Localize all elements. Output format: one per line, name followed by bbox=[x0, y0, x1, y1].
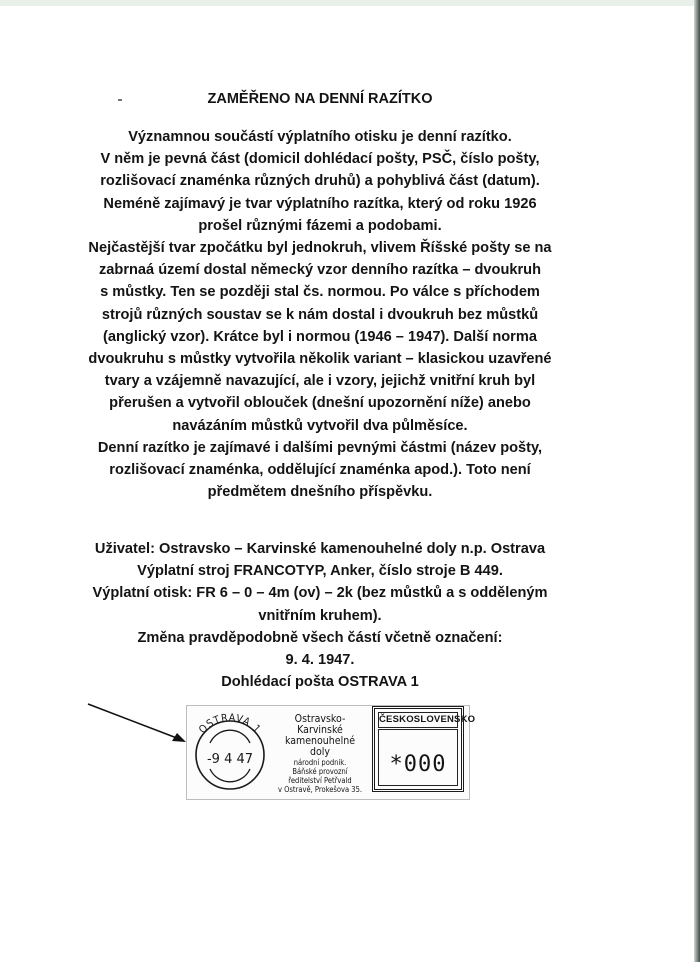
info-line: Dohlédací pošta OSTRAVA 1 bbox=[221, 674, 419, 691]
text-line: V něm je pevná část (domicil dohlédací pošty, PSČ, číslo pošty, bbox=[100, 151, 540, 168]
text-line: Nejčastější tvar zpočátku byl jednokruh, vlivem Říšské pošty se na bbox=[88, 240, 552, 257]
slogan-block bbox=[275, 714, 365, 794]
slogan-line: Ostravsko-Karvinské bbox=[294, 713, 346, 736]
text-line: tvary a vzájemně navazující, ale i vzory, jejichž vnitřní kruh byl bbox=[104, 373, 536, 390]
slogan-line: národní podnik. bbox=[293, 758, 347, 767]
scan-top-edge bbox=[0, 0, 700, 6]
info-line: Výplatní stroj FRANCOTYP, Anker, číslo stroje B 449. bbox=[137, 563, 503, 580]
info-line: Uživatel: Ostravsko – Karvinské kamenouhelné doly n.p. Ostrava bbox=[94, 541, 546, 557]
slogan-line: kamenouhelné doly bbox=[284, 735, 356, 758]
text-line: Neméně zajímavý je tvar výplatního razítka, který od roku 1926 bbox=[103, 195, 537, 212]
pointer-arrow-icon bbox=[86, 700, 196, 750]
info-line: vnitřním kruhem). bbox=[258, 607, 382, 624]
frank-value: *000 bbox=[389, 752, 447, 777]
frank-country: ČESKOSLOVENSKO bbox=[378, 712, 458, 728]
text-line: předmětem dnešního příspěvku. bbox=[207, 484, 433, 501]
info-line: Změna pravděpodobně všech částí včetně označení: bbox=[137, 629, 503, 646]
text-line: rozlišovací znaménka, oddělující znaménka apod.). Toto není bbox=[109, 462, 531, 479]
value-stamp bbox=[372, 706, 476, 792]
info-line: Výplatní otisk: FR 6 – 0 – 4m (ov) – 2k (bez můstků a s odděleným bbox=[92, 585, 548, 602]
frank-value-frame bbox=[378, 729, 458, 786]
text-line: prošel různými fázemi a podobami. bbox=[198, 217, 442, 234]
text-line: přerušen a vytvořil oblouček (dnešní upozornění níže) anebo bbox=[109, 395, 531, 412]
text-line: dvoukruhu s můstky vytvořila několik variant – klasickou uzavřené bbox=[88, 351, 552, 368]
text-line: Denní razítko je zajímavé i dalšími pevnými částmi (název pošty, bbox=[97, 439, 543, 456]
text-line: (anglický vzor). Krátce byl i normou (1946 – 1947). Další norma bbox=[103, 328, 537, 345]
postmark-date: -9 4 47 bbox=[206, 752, 254, 767]
main-paragraph bbox=[40, 126, 600, 503]
text-line: rozlišovací znaménka různých druhů) a pohyblivá část (datum). bbox=[100, 173, 540, 190]
postmark-town: OSTRAVA 1 bbox=[196, 711, 264, 736]
text-line: zabrnaá území dostal německý vzor denního razítka – dvoukruh bbox=[99, 262, 541, 279]
text-line: Významnou součástí výplatního otisku je denní razítko. bbox=[128, 129, 512, 145]
info-line: 9. 4. 1947. bbox=[285, 652, 355, 669]
scan-right-edge bbox=[694, 0, 700, 962]
text-line: s můstky. Ten se později stal čs. normou. Po válce s příchodem bbox=[100, 284, 540, 301]
slogan-line: v Ostravě, Prokešova 35. bbox=[277, 785, 363, 794]
slogan-line: Báňské provozní bbox=[292, 767, 348, 776]
text-line: strojů různých soustav se k nám dostal i dvoukruh bez můstků bbox=[101, 306, 539, 323]
slogan-line: ředitelství Petřvald bbox=[288, 776, 352, 785]
info-paragraph bbox=[40, 538, 600, 693]
text-line: navázáním můstků vytvořil dva půlměsíce. bbox=[172, 417, 468, 434]
date-postmark bbox=[182, 708, 278, 800]
page-title: ZAMĚŘENO NA DENNÍ RAZÍTKO bbox=[207, 91, 433, 107]
